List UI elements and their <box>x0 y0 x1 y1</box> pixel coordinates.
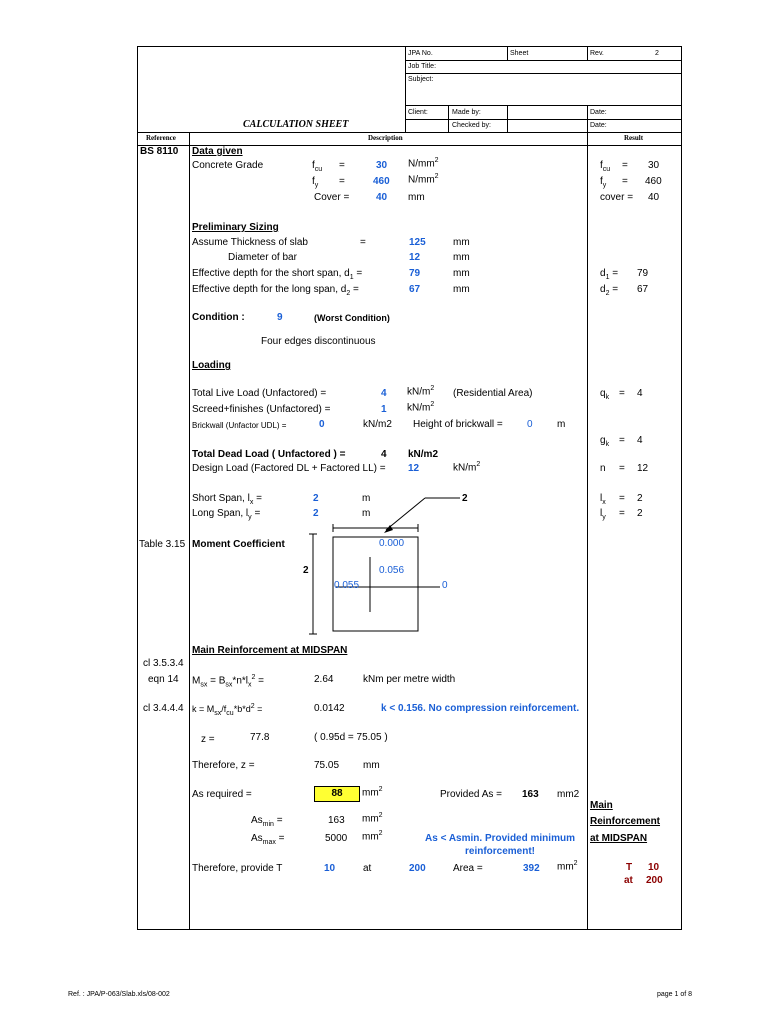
result-lx-equals: = <box>619 493 625 504</box>
rev-value: 2 <box>655 50 659 57</box>
provided-as-label: Provided As = <box>440 789 502 800</box>
moment-mid-coefficient: 0.056 <box>379 565 405 576</box>
made-by-label: Made by: <box>452 109 481 116</box>
jpa-no-label: JPA No. <box>408 50 433 57</box>
result-fcu-value: 30 <box>648 160 660 171</box>
header-cell-divider <box>587 105 588 132</box>
thickness-unit: mm <box>453 237 470 248</box>
brickwall-label: Brickwall (Unfactor UDL) = <box>192 421 287 430</box>
ref-cl-3534: cl 3.5.3.4 <box>143 658 184 669</box>
provide-area-value: 392 <box>523 863 540 874</box>
z-final-value: 75.05 <box>314 760 340 771</box>
column-header-reference: Reference <box>146 134 176 142</box>
thickness-label: Assume Thickness of slab <box>192 237 308 248</box>
provide-area-unit: $mm^2$ <box>557 860 578 873</box>
dead-load-label: Total Dead Load ( Unfactored ) = <box>192 449 346 460</box>
result-fy-value: 460 <box>645 176 662 187</box>
live-load-value: 4 <box>381 388 387 399</box>
result-gk-equals: = <box>619 435 625 446</box>
screed-label: Screed+finishes (Unfactored) = <box>192 404 331 415</box>
result-n-value: 12 <box>637 463 649 474</box>
provided-as-unit: mm2 <box>557 789 580 800</box>
job-title-label: Job Title: <box>408 63 437 70</box>
design-load-value: 12 <box>408 463 420 474</box>
msx-value: 2.64 <box>314 674 334 685</box>
asmax-unit: $mm^2$ <box>362 830 383 843</box>
therefore-z-label: Therefore, z = <box>192 760 255 771</box>
brickwall-height-label: Height of brickwall = <box>413 419 503 430</box>
client-label: Client: <box>408 109 428 116</box>
dead-load-value: 4 <box>381 449 387 460</box>
cover-unit: mm <box>408 192 425 203</box>
result-lx-label: $l_x$ <box>600 493 606 506</box>
result-spacing: 200 <box>646 875 663 886</box>
result-gk-label: $g_k$ <box>600 435 610 448</box>
result-bar-type: T <box>626 862 633 873</box>
result-qk-label: $q_k$ <box>600 388 610 401</box>
prelim-title: Preliminary Sizing <box>192 222 279 233</box>
long-span-unit: m <box>362 508 371 519</box>
provide-spacing-value: 200 <box>409 863 426 874</box>
result-qk-equals: = <box>619 388 625 399</box>
frame-right <box>681 46 682 930</box>
bar-diameter-label: Diameter of bar <box>228 252 297 263</box>
condition-label: Condition : <box>192 312 245 323</box>
fy-value: 460 <box>373 176 390 187</box>
z-value: 77.8 <box>250 732 270 743</box>
as-required-value: 88 <box>314 786 360 802</box>
live-load-label: Total Live Load (Unfactored) = <box>192 388 327 399</box>
header-cell-divider <box>587 46 588 60</box>
bar-diameter-unit: mm <box>453 252 470 263</box>
screed-unit: $kN/m^2$ <box>407 401 435 414</box>
date-label: Date: <box>590 109 607 116</box>
frame-bottom <box>137 929 682 930</box>
result-bar-value: 10 <box>648 862 660 873</box>
z-note: ( 0.95d = 75.05 ) <box>314 732 388 743</box>
live-load-unit: $kN/m^2$ <box>407 385 435 398</box>
brickwall-value: 0 <box>319 419 325 430</box>
loading-title: Loading <box>192 360 231 371</box>
result-fy-symbol: $f_y$ <box>600 176 607 189</box>
k-formula: $k = M_{sx}/f_{cu}*b*d^2$ = <box>192 703 263 717</box>
result-ly-equals: = <box>619 508 625 519</box>
fcu-equals: = <box>339 160 345 171</box>
dead-load-unit: kN/m2 <box>408 449 439 460</box>
result-d1-value: 79 <box>637 268 649 279</box>
screed-value: 1 <box>381 404 387 415</box>
brickwall-height-value: 0 <box>527 419 533 430</box>
provide-bar-value: 10 <box>324 863 336 874</box>
d1-unit: mm <box>453 268 470 279</box>
column-header-description: Description <box>368 134 403 142</box>
footer-reference: Ref. : JPA/P-063/Slab.xls/08-002 <box>68 991 170 998</box>
residential-note: (Residential Area) <box>453 388 533 399</box>
short-span-value: 2 <box>313 493 319 504</box>
header-cell-divider <box>507 46 508 60</box>
checked-by-label: Checked by: <box>452 122 491 129</box>
asmin-value: 163 <box>328 815 345 826</box>
provide-label: Therefore, provide T <box>192 863 283 874</box>
result-fcu-symbol: $f_{cu}$ <box>600 160 611 173</box>
result-lx-value: 2 <box>637 493 643 504</box>
ref-cl-3444: cl 3.4.4.4 <box>143 703 184 714</box>
provide-at-label: at <box>363 863 372 874</box>
condition-value: 9 <box>277 312 283 323</box>
moment-coefficient-title: Moment Coefficient <box>192 539 285 550</box>
result-gk-value: 4 <box>637 435 643 446</box>
cover-label: Cover = <box>314 192 350 203</box>
thickness-value: 125 <box>409 237 426 248</box>
ref-eqn14: eqn 14 <box>148 674 179 685</box>
d2-value: 67 <box>409 284 421 295</box>
result-main-line1: Main <box>590 800 613 811</box>
result-d1-label: $d_1$ = <box>600 268 619 281</box>
header-rule <box>406 60 682 61</box>
diagram-span-label: 2 <box>462 493 468 504</box>
msx-formula: $M_{sx} = B_{sx}*n*l_x^2$ = <box>192 674 265 689</box>
sheet-title: CALCULATION SHEET <box>243 119 349 130</box>
frame-left <box>137 46 138 930</box>
k-value: 0.0142 <box>314 703 345 714</box>
result-d2-label: $d_2$ = <box>600 284 619 297</box>
as-required-label: As required = <box>192 789 252 800</box>
min-reinforcement-note: As < Asmin. Provided minimum reinforcement! <box>425 833 575 857</box>
subject-label: Subject: <box>408 76 434 83</box>
asmin-unit: $mm^2$ <box>362 812 383 825</box>
ref-bs8110: BS 8110 <box>140 146 179 157</box>
result-cover-label: cover = <box>600 192 634 203</box>
result-main-line2: Reinforcement <box>590 816 661 827</box>
result-qk-value: 4 <box>637 388 643 399</box>
header-rule <box>137 132 682 133</box>
frame-top <box>137 46 682 47</box>
date-label: Date: <box>590 122 607 129</box>
result-n-equals: = <box>619 463 625 474</box>
z-final-unit: mm <box>363 760 380 771</box>
z-label: z = <box>201 734 215 745</box>
brickwall-height-unit: m <box>557 419 566 430</box>
long-span-value: 2 <box>313 508 319 519</box>
short-span-unit: m <box>362 493 371 504</box>
msx-unit: kNm per metre width <box>363 674 456 685</box>
result-ly-value: 2 <box>637 508 643 519</box>
design-load-unit: $kN/m^2$ <box>453 461 481 474</box>
main-reinforcement-title: Main Reinforcement at MIDSPAN <box>192 645 348 656</box>
header-cell-divider <box>507 105 508 132</box>
d1-label: Effective depth for the short span, $d_1$ = <box>192 268 363 281</box>
data-given-title: Data given <box>192 146 243 157</box>
fy-symbol: $f_y$ <box>312 176 319 189</box>
header-rule <box>406 73 682 74</box>
k-note: k < 0.156. No compression reinforcement. <box>381 703 580 714</box>
bar-diameter-value: 12 <box>409 252 421 263</box>
long-span-label: Long Span, $l_y$ = <box>192 508 261 521</box>
moment-top-coefficient: 0.000 <box>379 538 405 549</box>
asmax-value: 5000 <box>325 833 348 844</box>
header-cell-divider <box>448 105 449 132</box>
moment-left-coefficient: 0.055 <box>334 580 360 591</box>
result-at: at <box>624 875 633 886</box>
result-column-line <box>587 132 588 930</box>
fy-equals: = <box>339 176 345 187</box>
result-d2-value: 67 <box>637 284 649 295</box>
result-n-label: n <box>600 463 606 474</box>
sheet-label: Sheet <box>510 50 529 57</box>
d2-label: Effective depth for the long span, $d_2$ = <box>192 284 359 297</box>
condition-description: Four edges discontinuous <box>261 336 376 347</box>
result-ly-label: $l_y$ <box>600 508 606 521</box>
thickness-equals: = <box>360 237 366 248</box>
rev-label: Rev. <box>590 50 604 57</box>
ref-table-315: Table 3.15 <box>139 539 186 550</box>
moment-side-label: 2 <box>303 565 309 576</box>
column-header-result: Result <box>624 134 644 142</box>
asmax-label: $As_{max}$ = <box>251 833 285 846</box>
d1-value: 79 <box>409 268 421 279</box>
result-fcu-equals: = <box>622 160 628 171</box>
fcu-value: 30 <box>376 160 388 171</box>
result-main-line3: at MIDSPAN <box>590 833 648 844</box>
moment-right-coefficient: 0 <box>442 580 448 591</box>
fcu-symbol: $f_{cu}$ <box>312 160 323 173</box>
fcu-unit: $N/mm^2$ <box>408 157 439 170</box>
brickwall-unit: kN/m2 <box>363 419 392 430</box>
concrete-grade-label: Concrete Grade <box>192 160 264 171</box>
provided-as-value: 163 <box>522 789 539 800</box>
footer-page: page 1 of 8 <box>657 991 693 998</box>
reference-column-line <box>189 132 190 930</box>
short-span-label: Short Span, $l_x$ = <box>192 493 262 506</box>
design-load-label: Design Load (Factored DL + Factored LL) = <box>192 463 386 474</box>
cover-value: 40 <box>376 192 388 203</box>
result-fy-equals: = <box>622 176 628 187</box>
condition-note: (Worst Condition) <box>314 313 390 323</box>
d2-unit: mm <box>453 284 470 295</box>
result-cover-value: 40 <box>648 192 660 203</box>
asmin-label: $As_{min}$ = <box>251 815 283 828</box>
fy-unit: $N/mm^2$ <box>408 173 439 186</box>
as-required-unit: $mm^2$ <box>362 786 383 799</box>
provide-area-label: Area = <box>453 863 483 874</box>
